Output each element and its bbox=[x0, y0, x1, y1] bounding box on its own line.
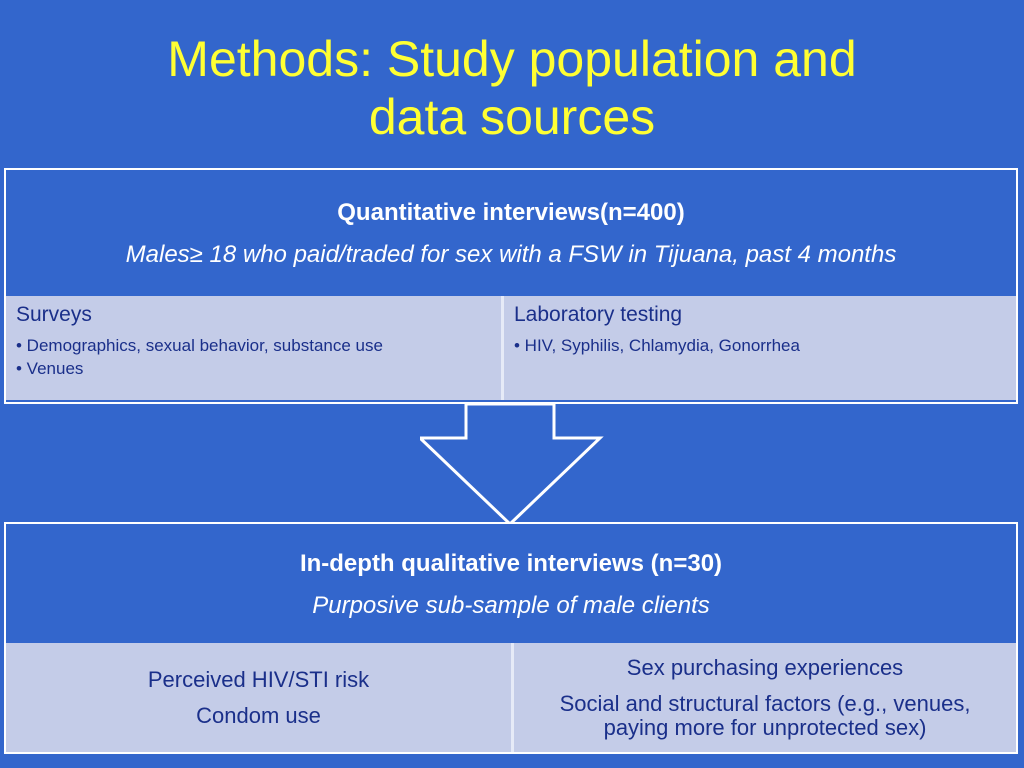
experiences-item: Sex purchasing experiences bbox=[626, 654, 904, 680]
risk-item: Condom use bbox=[196, 702, 321, 728]
surveys-bullet: • Venues bbox=[16, 359, 84, 378]
risk-item: Perceived HIV/STI risk bbox=[147, 666, 370, 692]
lab-testing-cell bbox=[501, 296, 1016, 400]
experiences-item: Social and structural factors (e.g., venues, paying more for unprotected sex) bbox=[559, 690, 971, 740]
title-line-1: Methods: Study population and bbox=[167, 31, 857, 87]
surveys-title: Surveys bbox=[16, 303, 92, 326]
quantitative-header bbox=[6, 170, 1016, 296]
quantitative-box bbox=[4, 168, 1018, 404]
surveys-bullet: • Demographics, sexual behavior, substance use bbox=[16, 336, 383, 355]
qualitative-cells bbox=[6, 643, 1016, 752]
title-line-2: data sources bbox=[368, 89, 656, 145]
lab-testing-title: Laboratory testing bbox=[514, 303, 683, 326]
surveys-cell bbox=[6, 296, 501, 400]
qualitative-heading: In-depth qualitative interviews (n=30) bbox=[299, 550, 723, 577]
quantitative-subheading: Males≥ 18 who paid/traded for sex with a FSW in Tijuana, past 4 months bbox=[125, 241, 897, 268]
qualitative-subheading: Purposive sub-sample of male clients bbox=[312, 592, 710, 619]
lab-testing-bullet: • HIV, Syphilis, Chlamydia, Gonorrhea bbox=[514, 336, 800, 355]
experiences-cell bbox=[511, 643, 1016, 752]
qualitative-box bbox=[4, 522, 1018, 754]
quantitative-heading: Quantitative interviews(n=400) bbox=[337, 199, 685, 226]
down-arrow-icon bbox=[420, 400, 604, 530]
risk-cell bbox=[6, 643, 511, 752]
slide-title bbox=[0, 30, 1024, 146]
quantitative-cells bbox=[6, 296, 1016, 400]
qualitative-header bbox=[6, 524, 1016, 643]
